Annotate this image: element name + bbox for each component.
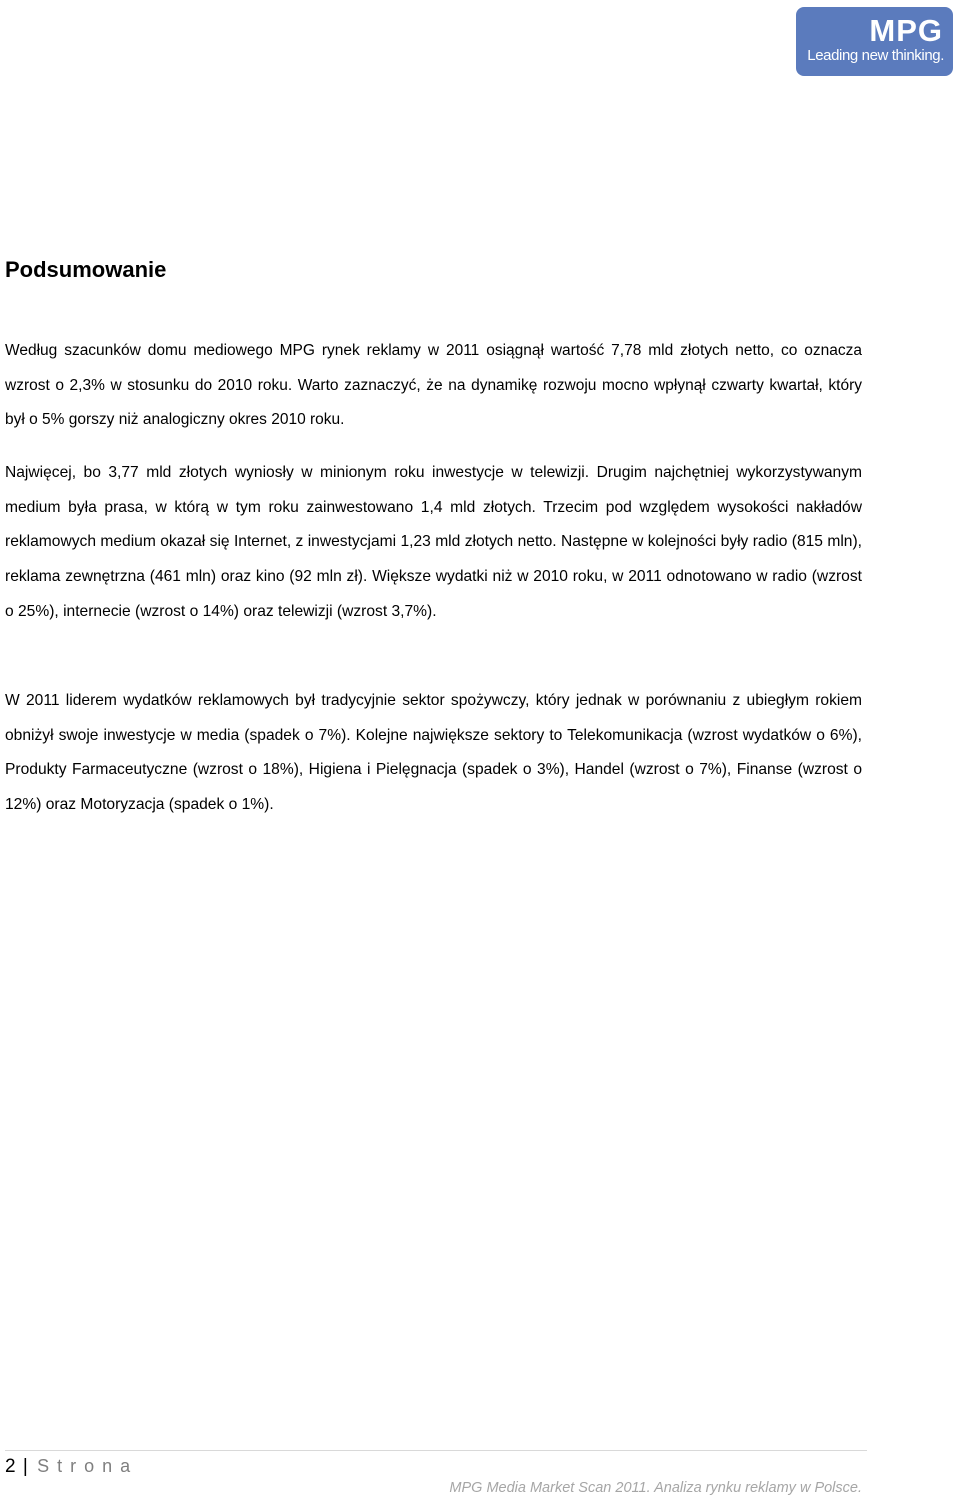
footer-title: MPG Media Market Scan 2011. Analiza rynku reklamy w Polsce. — [449, 1480, 862, 1496]
paragraph-media-spend: Najwięcej, bo 3,77 mld złotych wyniosły w minionym roku inwestycje w telewizji. Drugim najchętniej wykorzystywanym medium była prasa, w którą w tym roku zainwestowano 1,4 mld złotych. Trzecim pod względem wysokości nakładów reklamowych medium okazał się Internet, z inwestycjami 1,23 mld złotych netto. Następne w kolejności były radio (815 mln), reklama zewnętrzna (461 mln) oraz kino (92 mln zł). Większe wydatki niż w 2010 roku, w 2011 odnotowano w radio (wzrost o 25%), internecie (wzrost o 14%) oraz telewizji (wzrost 3,7%). — [5, 464, 862, 620]
page-number-block — [5, 1453, 138, 1480]
footer-divider — [5, 1450, 867, 1451]
logo-tagline: Leading new thinking. — [807, 47, 944, 64]
mpg-logo — [796, 7, 953, 76]
logo-wordmark: MPG — [869, 13, 943, 48]
paragraph-sectors: W 2011 liderem wydatków reklamowych był tradycyjnie sektor spożywczy, który jednak w porównaniu z ubiegłym rokiem obniżył swoje inwestycje w media (spadek o 7%). Kolejne największe sektory to Telekomunikacja (wzrost wydatków o 6%), Produkty Farmaceutyczne (wzrost o 18%), Higiena i Pielęgnacja (spadek o 3%), Handel (wzrost o 7%), Finanse (wzrost o 12%) oraz Motoryzacja (spadek o 1%). — [5, 692, 862, 814]
paragraph-market-value: Według szacunków domu mediowego MPG rynek reklamy w 2011 osiągnął wartość 7,78 mld złotych netto, co oznacza wzrost o 2,3% w stosunku do 2010 roku. Warto zaznaczyć, że na dynamikę rozwoju mocno wpłynął czwarty kwartał, który był o 5% gorszy niż analogiczny okres 2010 roku. — [5, 342, 862, 429]
page-label: Strona — [37, 1456, 139, 1476]
page-separator: | — [22, 1456, 28, 1477]
page-number: 2 — [5, 1456, 16, 1477]
section-heading: Podsumowanie — [5, 257, 167, 282]
